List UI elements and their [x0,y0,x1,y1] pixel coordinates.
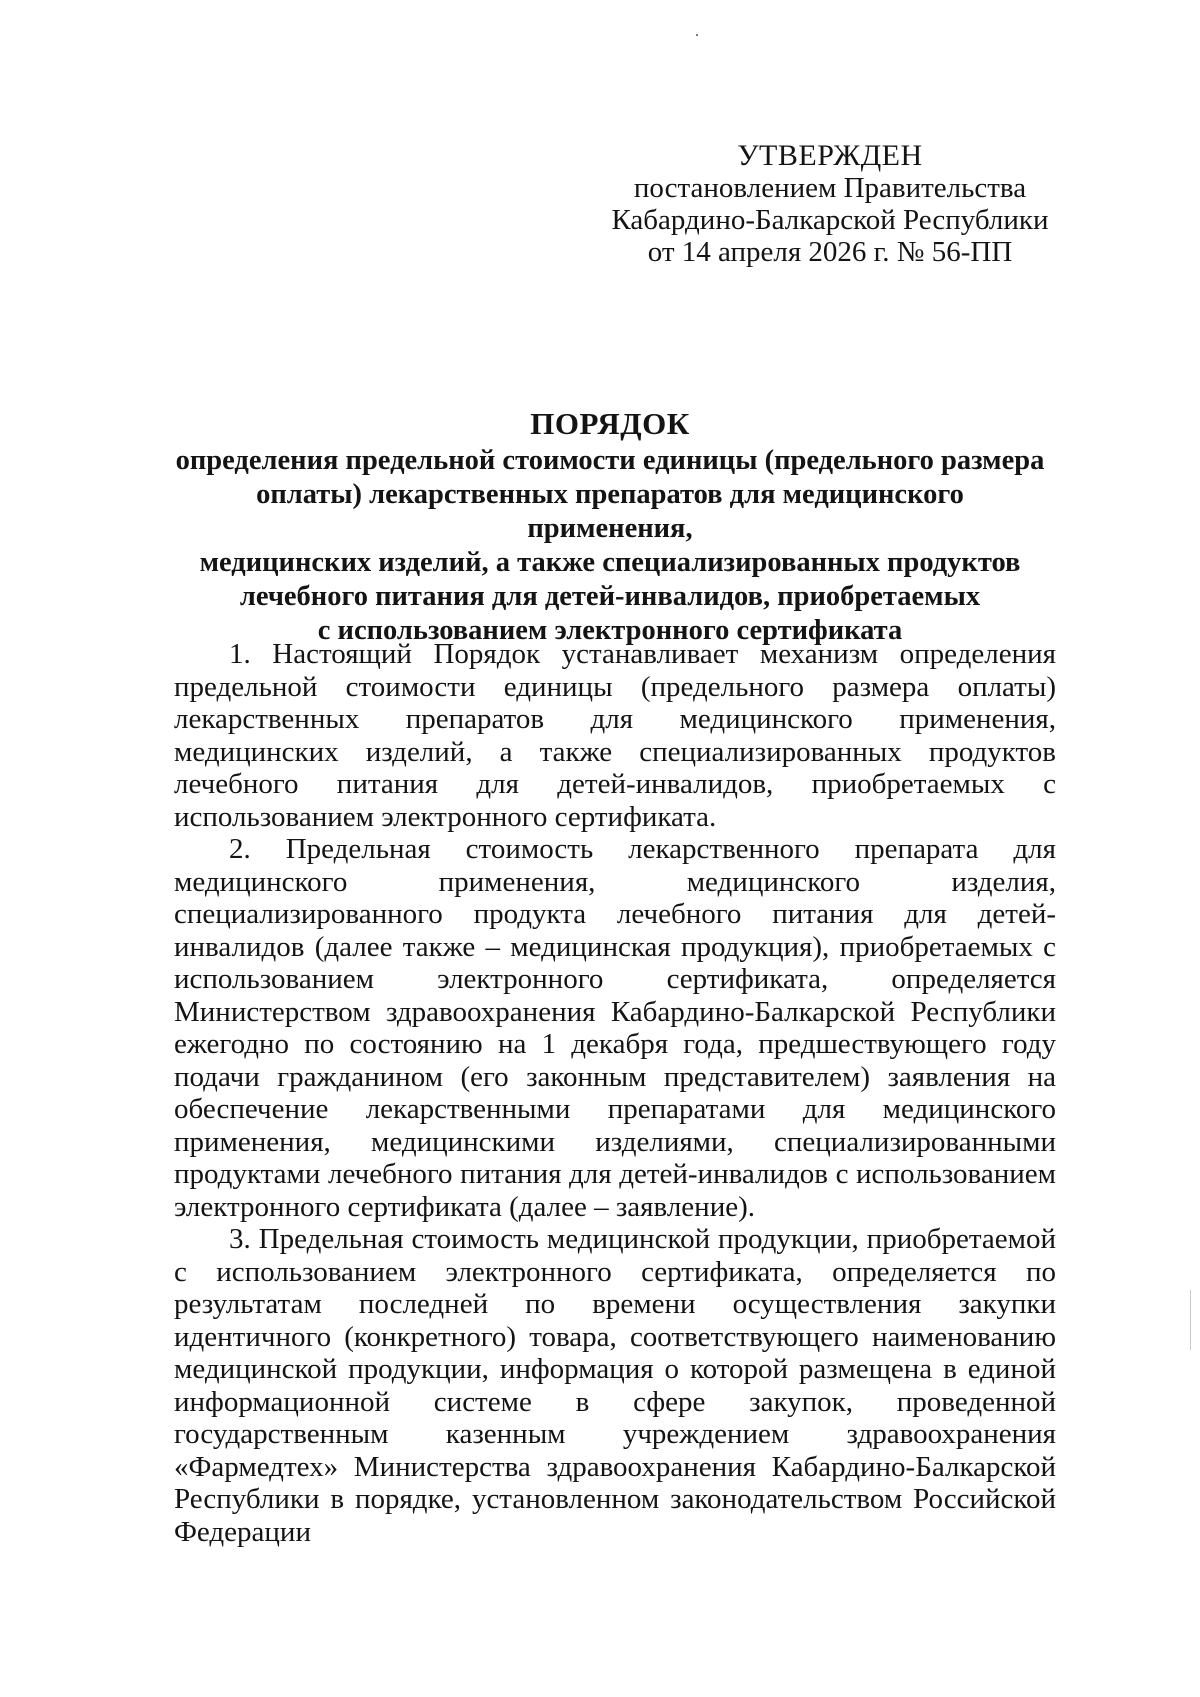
scan-dot [696,34,698,36]
title-subline: медицинских изделий, а также специализированных продуктов [199,547,1021,578]
paragraph-1: 1. Настоящий Порядок устанавливает механизм определения предельной стоимости единицы (предельного размера оплаты) лекарственных препаратов для медицинского применения, медицинских изделий, а также специализированных продуктов лечебного питания для детей-инвалидов, приобретаемых с использованием электронного сертификата. [174,638,1056,833]
title-subline: определения предельной стоимости единицы (предельного размера [175,445,1045,476]
paragraph-3: 3. Предельная стоимость медицинской продукции, приобретаемой с использованием электронного сертификата, определяется по результатам последней по времени осуществления закупки идентичного (конкретного) товара, соответствующего наименованию медицинской продукции, информация о которой размещена в единой информационной системе в сфере закупок, проведенной государственным казенным учреждением здравоохранения «Фармедтех» Министерства здравоохранения Кабардино-Балкарской Республики в порядке, установленном законодательством Российской Федерации [174,1223,1056,1548]
approval-line: от 14 апреля 2026 г. № 56-ПП [647,236,1013,268]
scan-edge-mark [1190,1290,1191,1350]
title-subline: лечебного питания для детей-инвалидов, приобретаемых [239,581,981,612]
document-title: ПОРЯДОК [530,406,690,441]
document-body [174,638,1056,1548]
document-title-block [170,404,1050,648]
approval-line: постановлением Правительства [633,172,1027,204]
approval-line: Кабардино-Балкарской Республики [611,204,1049,236]
approval-block [600,140,1060,268]
title-subline: с использованием электронного сертификата [317,615,903,646]
paragraph-2: 2. Предельная стоимость лекарственного препарата для медицинского применения, медицинского изделия, специализированного продукта лечебного питания для детей-инвалидов (далее также – медицинская продукция), приобретаемых с использованием электронного сертификата, определяется Министерством здравоохранения Кабардино-Балкарской Республики ежегодно по состоянию на 1 декабря года, предшествующего году подачи гражданином (его законным представителем) заявления на обеспечение лекарственными препаратами для медицинского применения, медицинскими изделиями, специализированными продуктами лечебного питания для детей-инвалидов с использованием электронного сертификата (далее – заявление). [174,833,1056,1223]
title-subline: оплаты) лекарственных препаратов для медицинского применения, [256,479,964,544]
approval-stamp: УТВЕРЖДЕН [737,139,923,172]
